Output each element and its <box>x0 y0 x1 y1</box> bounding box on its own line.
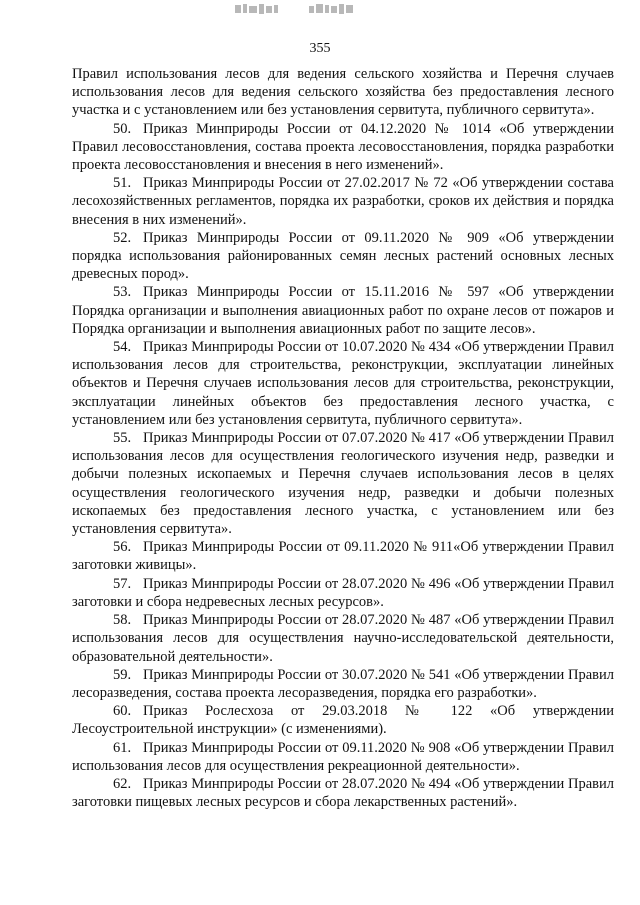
list-item <box>72 283 614 338</box>
item-text: Приказ Минприроды России от 27.02.2017 № 72 «Об утверждении состава лесохозяйственных регламентов, порядка их разработки, сроков их действия и порядка внесения в них изменений». <box>72 175 614 228</box>
item-text: Приказ Минприроды России от 07.07.2020 № 417 «Об утверждении Правил использования лесов для осуществления геологического изучения недр, разведки и добычи полезных ископаемых и Перечня случаев использования лесов в целях осуществления геологического изучения недр, разведки и добычи полезных ископаемых без предоставления лесного участка, с установлением или без установления сервитута». <box>72 430 614 538</box>
item-text: Приказ Минприроды России от 04.12.2020 № 1014 «Об утверждении Правил лесовосстановления, состава проекта лесовосстановления, порядка разработки проекта лесовосстановления и внесения в него изменений». <box>72 120 614 174</box>
item-number: 62. <box>113 775 132 792</box>
item-number: 59. <box>113 666 132 683</box>
item-text: Приказ Рослесхоза от 29.03.2018 № 122 «Об утверждении Лесоустроительной инструкции» (с изменениями). <box>72 703 614 738</box>
list-item <box>72 338 614 429</box>
item-number: 56. <box>113 539 132 556</box>
list-item <box>72 775 614 811</box>
page-number: 355 <box>309 41 331 56</box>
item-number: 50. <box>113 120 132 137</box>
list-item <box>72 429 614 538</box>
list-item <box>72 538 614 574</box>
item-number: 60. <box>113 703 132 720</box>
list-item <box>72 174 614 229</box>
item-number: 57. <box>113 575 132 592</box>
document-body <box>72 65 614 811</box>
item-number: 54. <box>113 339 132 356</box>
item-number: 58. <box>113 612 132 629</box>
list-item <box>72 575 614 611</box>
continuation-paragraph: Правил использования лесов для ведения сельского хозяйства и Перечня случаев использования лесов для ведения сельского хозяйства без предоставления лесного участка и с установлением или без установления сервитута, публичного сервитута». <box>72 66 614 119</box>
item-text: Приказ Минприроды России от 09.11.2020 № 911«Об утверждении Правил заготовки живицы». <box>72 539 614 574</box>
list-item <box>72 666 614 702</box>
item-number: 61. <box>113 739 132 756</box>
item-text: Приказ Минприроды России от 28.07.2020 № 494 «Об утверждении Правил заготовки пищевых лесных ресурсов и сбора лекарственных растений». <box>72 775 614 811</box>
list-item <box>72 702 614 738</box>
item-text: Приказ Минприроды России от 15.11.2016 № 597 «Об утверждении Порядка организации и выполнения авиационных работ по охране лесов от пожаров и Порядка организации и выполнения авиационных работ по защите лесов». <box>72 284 614 337</box>
item-number: 55. <box>113 430 132 447</box>
item-text: Приказ Минприроды России от 28.07.2020 № 487 «Об утверждении Правил использования лесов для осуществления научно-исследовательской деятельности, образовательной деятельности». <box>72 612 614 665</box>
item-text: Приказ Минприроды России от 28.07.2020 № 496 «Об утверждении Правил заготовки и сбора недревесных лесных ресурсов». <box>72 575 614 610</box>
list-item <box>72 120 614 175</box>
item-text: Приказ Минприроды России от 09.11.2020 № 908 «Об утверждении Правил использования лесов для осуществления рекреационной деятельности». <box>72 739 614 774</box>
item-number: 52. <box>113 229 132 246</box>
item-number: 53. <box>113 284 132 301</box>
list-item <box>72 229 614 284</box>
list-item <box>72 611 614 666</box>
item-text: Приказ Минприроды России от 09.11.2020 № 909 «Об утверждении порядка использования районированных семян лесных растений основных лесных древесных пород». <box>72 229 614 283</box>
item-text: Приказ Минприроды России от 10.07.2020 № 434 «Об утверждении Правил использования лесов для строительства, реконструкции, эксплуатации линейных объектов и Перечня случаев использования лесов для строительства, реконструкции, эксплуатации линейных объектов без предоставления лесного участка, с установлением или без установления сервитута, публичного сервитута». <box>72 339 614 428</box>
faded-stamp-mark <box>233 2 363 16</box>
item-text: Приказ Минприроды России от 30.07.2020 № 541 «Об утверждении Правил лесоразведения, состава проекта лесоразведения, порядка его разработки». <box>72 666 614 701</box>
item-number: 51. <box>113 175 132 192</box>
list-item <box>72 739 614 775</box>
